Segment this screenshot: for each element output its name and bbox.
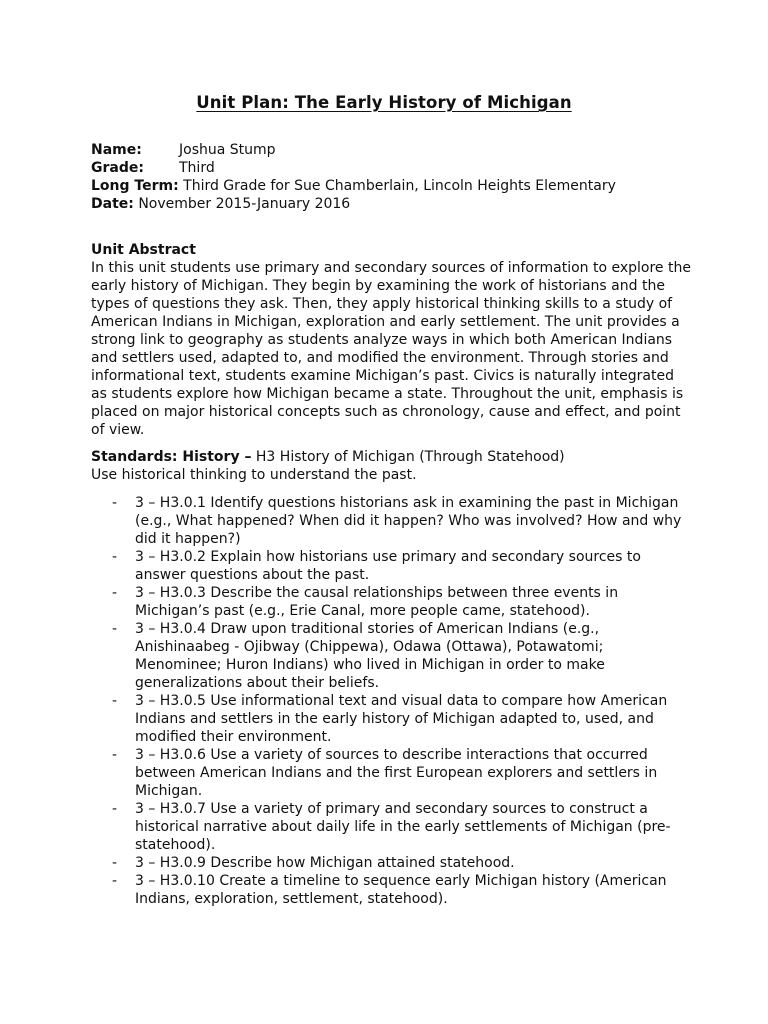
standards-subtitle: Use historical thinking to understand the past. bbox=[91, 467, 417, 483]
list-item-text: 3 – H3.0.7 Use a variety of primary and secondary sources to construct a historical narrative about daily life in the early settlements of Michigan (pre-statehood). bbox=[135, 801, 671, 853]
meta-row-grade bbox=[91, 159, 691, 177]
standards-list bbox=[91, 494, 691, 908]
unit-abstract-text: In this unit students use primary and secondary sources of information to explore the early history of Michigan. They begin by examining the work of historians and the types of questions they ask. Then, they apply historical thinking skills to a study of American Indians in Michigan, exploration and early settlement. The unit provides a strong link to geography as students analyze ways in which both American Indians and settlers used, adapted to, and modified the environment. Through stories and informational text, students examine Michigan’s past. Civics is naturally integrated as students explore how Michigan became a state. Throughout the unit, emphasis is placed on major historical concepts such as chronology, cause and effect, and point of view. bbox=[91, 260, 691, 438]
meta-row-date bbox=[91, 195, 691, 213]
meta-label-name: Name: bbox=[91, 142, 142, 158]
list-item bbox=[91, 854, 691, 872]
list-item bbox=[91, 746, 691, 800]
list-item bbox=[91, 584, 691, 620]
meta-label-grade: Grade: bbox=[91, 160, 144, 176]
list-item bbox=[91, 800, 691, 854]
list-dash: - bbox=[112, 621, 118, 637]
unit-abstract-heading: Unit Abstract bbox=[91, 242, 196, 258]
list-dash: - bbox=[112, 801, 118, 817]
meta-row-name bbox=[91, 141, 691, 159]
list-item-text: 3 – H3.0.9 Describe how Michigan attained statehood. bbox=[135, 855, 515, 871]
meta-row-long-term bbox=[91, 177, 691, 195]
standards-heading-value: H3 History of Michigan (Through Statehood) bbox=[255, 449, 565, 465]
list-item-text: 3 – H3.0.5 Use informational text and visual data to compare how American Indians and settlers in the early history of Michigan adapted to, used, and modified their environment. bbox=[135, 693, 668, 745]
standards-label: Standards: History – bbox=[91, 449, 252, 465]
meta-label-long-term: Long Term: bbox=[91, 178, 179, 194]
list-item bbox=[91, 548, 691, 584]
list-item bbox=[91, 494, 691, 548]
list-dash: - bbox=[112, 549, 118, 565]
list-dash: - bbox=[112, 855, 118, 871]
list-item-text: 3 – H3.0.6 Use a variety of sources to describe interactions that occurred between American Indians and the first European explorers and settlers in Michigan. bbox=[135, 747, 658, 799]
standards-heading-row bbox=[91, 448, 691, 466]
list-item-text: 3 – H3.0.4 Draw upon traditional stories of American Indians (e.g., Anishinaabeg - Ojibway (Chippewa), Odawa (Ottawa), Potawatomi; Menominee; Huron Indians) who lived in Michigan in order to make generalizations about their beliefs. bbox=[135, 621, 605, 691]
unit-metadata bbox=[91, 141, 691, 213]
meta-value-long-term: Third Grade for Sue Chamberlain, Lincoln Heights Elementary bbox=[183, 178, 616, 194]
list-item-text: 3 – H3.0.3 Describe the causal relationships between three events in Michigan’s past (e.g., Erie Canal, more people came, statehood). bbox=[135, 585, 619, 619]
list-item bbox=[91, 872, 691, 908]
list-dash: - bbox=[112, 747, 118, 763]
standards-section bbox=[91, 448, 691, 484]
list-item-text: 3 – H3.0.10 Create a timeline to sequence early Michigan history (American Indians, exploration, settlement, statehood). bbox=[135, 873, 667, 907]
meta-label-date: Date: bbox=[91, 196, 134, 212]
list-dash: - bbox=[112, 495, 118, 511]
list-dash: - bbox=[112, 873, 118, 889]
list-item-text: 3 – H3.0.2 Explain how historians use primary and secondary sources to answer questions about the past. bbox=[135, 549, 641, 583]
list-item bbox=[91, 620, 691, 692]
list-dash: - bbox=[112, 585, 118, 601]
unit-abstract-section bbox=[91, 241, 691, 439]
meta-value-grade: Third bbox=[179, 160, 215, 176]
list-item bbox=[91, 692, 691, 746]
meta-value-name: Joshua Stump bbox=[179, 142, 276, 158]
list-item-text: 3 – H3.0.1 Identify questions historians ask in examining the past in Michigan (e.g., What happened? When did it happen? Who was involved? How and why did it happen?) bbox=[135, 495, 682, 547]
list-dash: - bbox=[112, 693, 118, 709]
meta-value-date: November 2015-January 2016 bbox=[138, 196, 351, 212]
document-title: Unit Plan: The Early History of Michigan bbox=[196, 93, 572, 112]
